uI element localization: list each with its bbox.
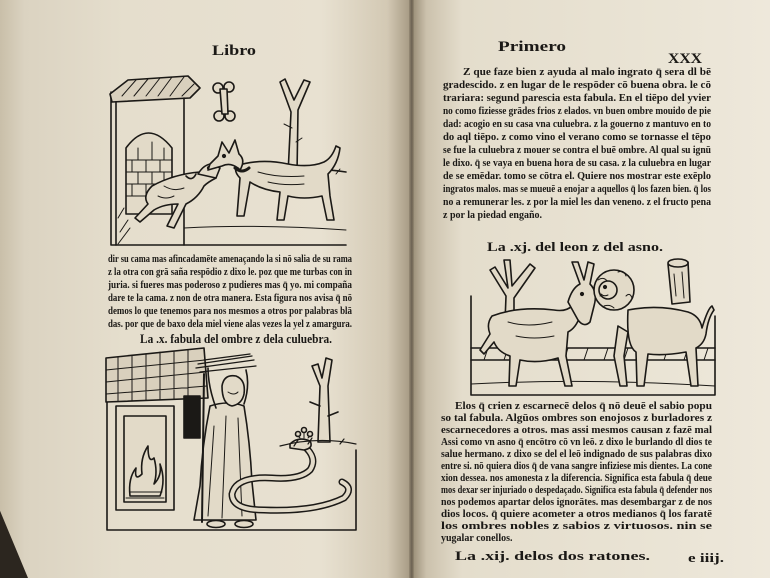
signature-mark-text: e iiij.	[688, 550, 724, 565]
folio-number	[668, 50, 702, 65]
text-line: de se emēdar. tomo se cōtra el. Quiere nos mostrar este exēplo	[443, 171, 711, 182]
text-line: entre si. nō quiera dios q̄ de vana sangre infiziese mis dientes. La cone	[441, 461, 712, 472]
left-page-header	[212, 42, 256, 57]
text-line: nos podemos apartar delos ignorātes. mas desembargar z de nos	[441, 497, 712, 508]
bone	[213, 82, 235, 121]
roof	[106, 348, 208, 402]
text-line: do aql tiēpo. z como vino el verano como se tornasse el tēpo	[443, 132, 711, 143]
tree-stump	[668, 259, 690, 304]
lion	[594, 270, 714, 386]
left-page-header-text: Libro	[212, 43, 256, 59]
text-line: no a remunerar les. z por la miel les dan veneno. z el fructo pena	[443, 197, 711, 208]
chapter-title-text: La .xj. del leon z del asno.	[487, 239, 663, 254]
chapter-title-text: La .xij. delos dos ratones.	[455, 548, 650, 563]
tree	[310, 358, 338, 442]
text-line: so tal fabula. Algūos ombres son enojosos z burladores z	[441, 413, 712, 424]
text-line: Z que faze bien z ayuda al malo ingrato q̄ sera dl bē	[463, 67, 711, 78]
house	[110, 76, 200, 245]
text-line: los ombres nobles z sabios z virtuosos. nin se	[441, 521, 712, 532]
signature-mark	[688, 549, 724, 564]
text-line: dare te la cama. z non de otra manera. Esta figura nos avisa q̄ nō	[108, 293, 352, 304]
right-page-header	[498, 38, 566, 53]
folio-number-text: XXX	[668, 51, 702, 67]
dark-doorway	[184, 396, 200, 438]
text-line: trariara: segund parescia esta fabula. En el tiēpo del yvier	[443, 93, 711, 104]
chapter-title-xj	[487, 238, 663, 253]
text-line: dad: acogio en su casa vna culuebra. z la gouerno z mantuvo en to	[443, 119, 711, 130]
fireplace	[116, 406, 174, 510]
right-page-text-block-bottom	[441, 399, 712, 543]
tree	[280, 79, 310, 174]
woodcut-lion-donkey-illustration	[468, 256, 718, 398]
chapter-title-text: La .x. fabula del ombre z dela culuebra.	[140, 331, 332, 346]
text-line: Elos q̄ crien z escarnecē delos q̄ nō deuē el sabio popu	[455, 401, 712, 412]
man-with-bundle	[194, 354, 256, 528]
text-line: das. por que de baxo dela miel viene alas vezes la yel z amargura.	[108, 319, 352, 330]
woodcut-dogs-house-illustration	[108, 68, 348, 248]
text-line: juria. si fueres mas poderoso z pudieres mas q̄ yo. mi compaña	[108, 280, 352, 291]
text-line: demos lo que tenemos para nos mesmos a otros por palabras blā	[108, 306, 352, 317]
text-line: se fue la culuebra z mouer se contra el buē ombre. Al qual su ignū	[443, 145, 711, 156]
text-line: dir su cama mas afincadamēte amenaçando la si nō salia de su rama	[108, 254, 352, 265]
text-line: le dixo. q̄ se vaya en buena hora de su casa. z la culuebra en lugar	[443, 158, 711, 169]
text-line: z la otra con grā saña respōdio z dixo le. poz que me turbas con in	[108, 267, 352, 278]
ground-line	[184, 226, 346, 230]
right-page-text-block-top	[443, 64, 711, 220]
text-line: Assi como vn asno q̄ encōtro cō vn leō. z dixo le burlando dl dios te	[441, 437, 712, 448]
text-line: no como fiziesse grādes frios z elados. vn buen ombre mouido de pie	[443, 106, 711, 117]
text-line: z por la piedad engaño.	[443, 210, 542, 221]
text-line: xion dessea. nos amonesta z la diferencia. Significa esta fabula q̄ deue	[441, 473, 712, 484]
book-gutter	[409, 0, 414, 578]
text-line: yugalar conellos.	[441, 533, 513, 544]
text-line: mos dexar ser injuriado o despedaçado. Significa esta fabula q̄ defender nos	[441, 485, 712, 496]
text-line: ingratos malos. mas se mueuē a enojar a aquellos q̄ los fazen bien. q̄ los	[443, 184, 711, 195]
text-line: salue hermano. z dixo se del el leō indignado de sus palabras dixo	[441, 449, 712, 460]
text-line: dios locos. q̄ quiere acometer a otros medianos q̄ los faratē	[441, 509, 712, 520]
right-page-header-text: Primero	[498, 39, 566, 55]
left-page-text-block	[108, 251, 352, 329]
chapter-title-x	[140, 330, 332, 345]
text-line: gradescido. z en lugar de le respōder cō buena obra. le cō	[443, 80, 711, 91]
text-line: escarnecedores a otros. mas assi mesmos causan z fazē mal	[441, 425, 712, 436]
woodcut-man-serpent-illustration	[104, 346, 358, 532]
standing-dog	[208, 140, 340, 220]
chapter-title-xij	[455, 547, 650, 562]
